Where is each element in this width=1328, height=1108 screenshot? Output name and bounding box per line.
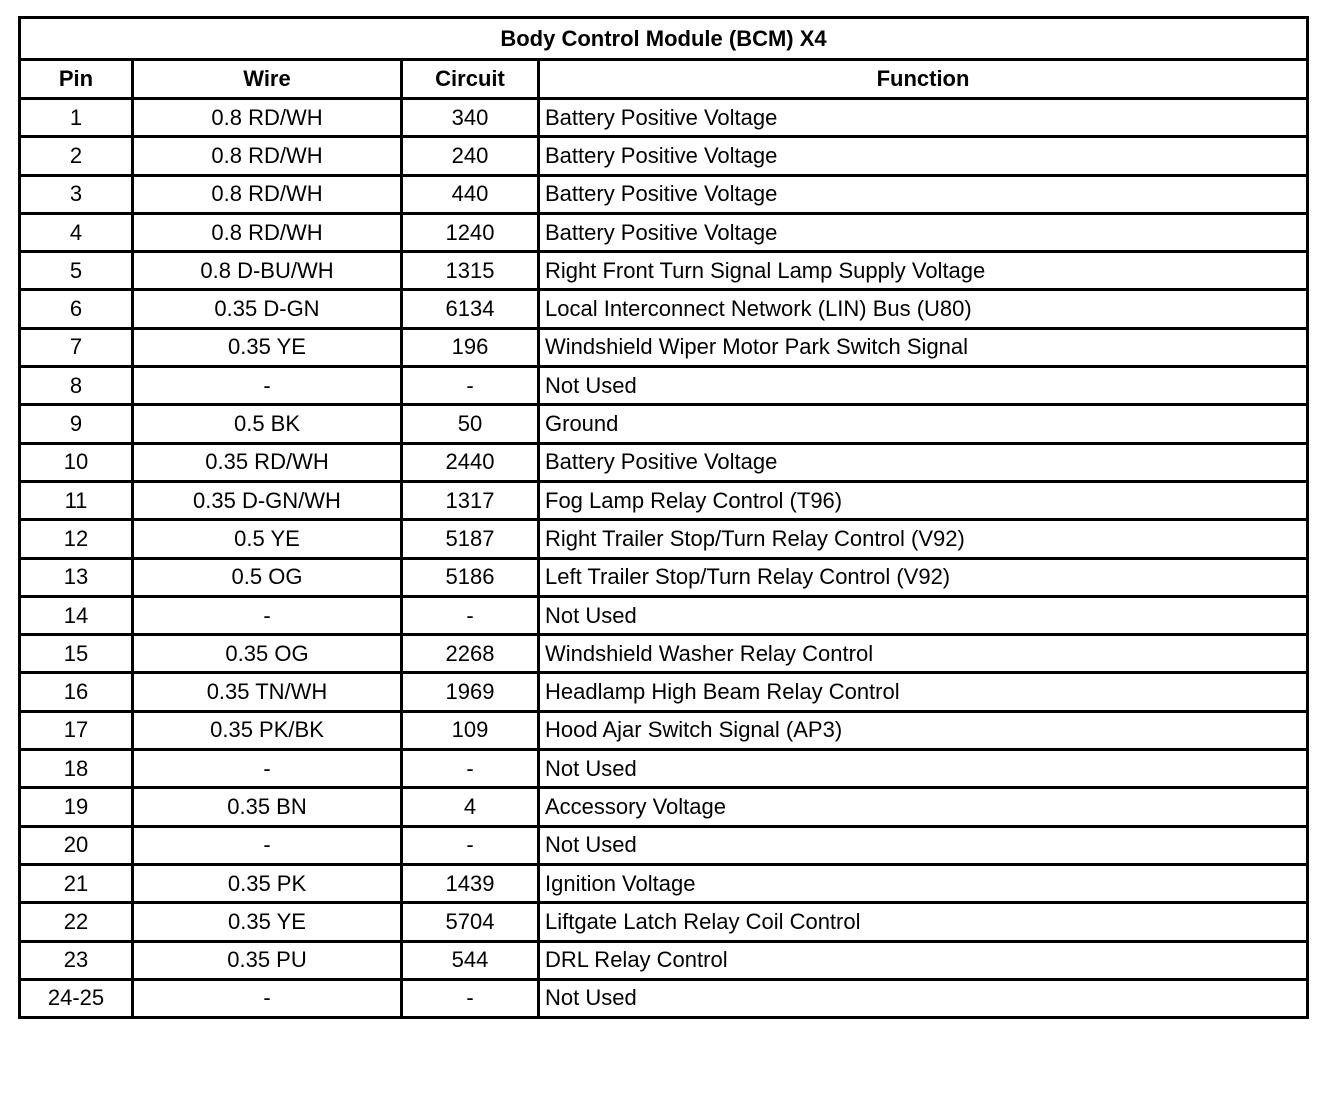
cell-wire: 0.8 D-BU/WH <box>133 252 402 290</box>
table-row <box>20 788 1308 826</box>
cell-circuit: 50 <box>402 405 539 443</box>
cell-function: Headlamp High Beam Relay Control <box>539 673 1308 711</box>
cell-circuit: 1969 <box>402 673 539 711</box>
table-row <box>20 979 1308 1017</box>
table-body <box>20 99 1308 1018</box>
cell-wire: 0.8 RD/WH <box>133 137 402 175</box>
cell-function: Battery Positive Voltage <box>539 99 1308 137</box>
table-row <box>20 711 1308 749</box>
table-row <box>20 367 1308 405</box>
cell-pin: 3 <box>20 175 133 213</box>
cell-wire: 0.35 YE <box>133 903 402 941</box>
cell-circuit: 340 <box>402 99 539 137</box>
cell-pin: 20 <box>20 826 133 864</box>
cell-function: Ground <box>539 405 1308 443</box>
cell-function: Not Used <box>539 367 1308 405</box>
cell-circuit: 240 <box>402 137 539 175</box>
cell-pin: 12 <box>20 520 133 558</box>
cell-wire: 0.35 PU <box>133 941 402 979</box>
cell-wire: - <box>133 750 402 788</box>
cell-wire: 0.35 BN <box>133 788 402 826</box>
cell-circuit: 4 <box>402 788 539 826</box>
cell-wire: 0.35 TN/WH <box>133 673 402 711</box>
cell-wire: 0.8 RD/WH <box>133 99 402 137</box>
cell-pin: 6 <box>20 290 133 328</box>
cell-function: Liftgate Latch Relay Coil Control <box>539 903 1308 941</box>
cell-circuit: 5704 <box>402 903 539 941</box>
table-row <box>20 175 1308 213</box>
cell-circuit: 196 <box>402 328 539 366</box>
cell-pin: 13 <box>20 558 133 596</box>
cell-pin: 2 <box>20 137 133 175</box>
cell-pin: 21 <box>20 864 133 902</box>
table-row <box>20 635 1308 673</box>
cell-function: Battery Positive Voltage <box>539 175 1308 213</box>
column-header-function: Function <box>539 60 1308 99</box>
table-title-row <box>20 18 1308 60</box>
cell-pin: 22 <box>20 903 133 941</box>
table-row <box>20 520 1308 558</box>
cell-function: Hood Ajar Switch Signal (AP3) <box>539 711 1308 749</box>
cell-function: Windshield Washer Relay Control <box>539 635 1308 673</box>
cell-function: Battery Positive Voltage <box>539 137 1308 175</box>
cell-function: Not Used <box>539 750 1308 788</box>
cell-circuit: 109 <box>402 711 539 749</box>
cell-circuit: - <box>402 750 539 788</box>
cell-function: Right Front Turn Signal Lamp Supply Voltage <box>539 252 1308 290</box>
cell-wire: 0.35 PK/BK <box>133 711 402 749</box>
column-header-wire: Wire <box>133 60 402 99</box>
cell-pin: 19 <box>20 788 133 826</box>
cell-pin: 17 <box>20 711 133 749</box>
bcm-x4-pinout-table <box>18 16 1309 1019</box>
cell-wire: 0.5 BK <box>133 405 402 443</box>
cell-circuit: 5187 <box>402 520 539 558</box>
cell-circuit: 6134 <box>402 290 539 328</box>
table-row <box>20 826 1308 864</box>
cell-pin: 23 <box>20 941 133 979</box>
table-row <box>20 673 1308 711</box>
cell-wire: 0.8 RD/WH <box>133 213 402 251</box>
cell-function: Fog Lamp Relay Control (T96) <box>539 481 1308 519</box>
cell-pin: 5 <box>20 252 133 290</box>
connector-table-container <box>18 16 1306 1019</box>
cell-circuit: 1315 <box>402 252 539 290</box>
cell-function: Battery Positive Voltage <box>539 213 1308 251</box>
table-row <box>20 137 1308 175</box>
table-row <box>20 481 1308 519</box>
cell-pin: 10 <box>20 443 133 481</box>
cell-function: Not Used <box>539 596 1308 634</box>
table-header-row <box>20 60 1308 99</box>
table-row <box>20 213 1308 251</box>
cell-circuit: 544 <box>402 941 539 979</box>
table-row <box>20 405 1308 443</box>
cell-function: Local Interconnect Network (LIN) Bus (U80) <box>539 290 1308 328</box>
cell-function: Ignition Voltage <box>539 864 1308 902</box>
table-row <box>20 903 1308 941</box>
cell-function: Not Used <box>539 826 1308 864</box>
cell-pin: 8 <box>20 367 133 405</box>
cell-circuit: 5186 <box>402 558 539 596</box>
cell-wire: 0.35 OG <box>133 635 402 673</box>
cell-pin: 24-25 <box>20 979 133 1017</box>
cell-pin: 14 <box>20 596 133 634</box>
cell-circuit: 2440 <box>402 443 539 481</box>
cell-wire: - <box>133 979 402 1017</box>
cell-pin: 11 <box>20 481 133 519</box>
cell-pin: 18 <box>20 750 133 788</box>
cell-circuit: - <box>402 367 539 405</box>
cell-wire: - <box>133 367 402 405</box>
cell-pin: 7 <box>20 328 133 366</box>
cell-function: Battery Positive Voltage <box>539 443 1308 481</box>
cell-circuit: 1439 <box>402 864 539 902</box>
table-row <box>20 328 1308 366</box>
cell-circuit: - <box>402 979 539 1017</box>
table-row <box>20 558 1308 596</box>
table-row <box>20 290 1308 328</box>
cell-pin: 1 <box>20 99 133 137</box>
column-header-pin: Pin <box>20 60 133 99</box>
cell-wire: 0.35 RD/WH <box>133 443 402 481</box>
cell-function: Right Trailer Stop/Turn Relay Control (V92) <box>539 520 1308 558</box>
cell-wire: 0.8 RD/WH <box>133 175 402 213</box>
cell-circuit: - <box>402 596 539 634</box>
cell-circuit: 2268 <box>402 635 539 673</box>
table-row <box>20 252 1308 290</box>
cell-wire: 0.5 YE <box>133 520 402 558</box>
cell-circuit: 440 <box>402 175 539 213</box>
cell-wire: 0.35 D-GN <box>133 290 402 328</box>
table-row <box>20 941 1308 979</box>
cell-wire: - <box>133 826 402 864</box>
table-row <box>20 750 1308 788</box>
cell-wire: - <box>133 596 402 634</box>
table-title: Body Control Module (BCM) X4 <box>20 18 1308 60</box>
cell-pin: 16 <box>20 673 133 711</box>
table-row <box>20 443 1308 481</box>
cell-circuit: 1240 <box>402 213 539 251</box>
cell-wire: 0.35 YE <box>133 328 402 366</box>
cell-pin: 4 <box>20 213 133 251</box>
cell-circuit: 1317 <box>402 481 539 519</box>
column-header-circuit: Circuit <box>402 60 539 99</box>
cell-function: DRL Relay Control <box>539 941 1308 979</box>
cell-wire: 0.35 D-GN/WH <box>133 481 402 519</box>
table-row <box>20 864 1308 902</box>
cell-function: Windshield Wiper Motor Park Switch Signal <box>539 328 1308 366</box>
cell-wire: 0.35 PK <box>133 864 402 902</box>
cell-function: Accessory Voltage <box>539 788 1308 826</box>
table-row <box>20 596 1308 634</box>
cell-wire: 0.5 OG <box>133 558 402 596</box>
cell-function: Not Used <box>539 979 1308 1017</box>
cell-circuit: - <box>402 826 539 864</box>
cell-pin: 15 <box>20 635 133 673</box>
cell-pin: 9 <box>20 405 133 443</box>
cell-function: Left Trailer Stop/Turn Relay Control (V92) <box>539 558 1308 596</box>
table-row <box>20 99 1308 137</box>
